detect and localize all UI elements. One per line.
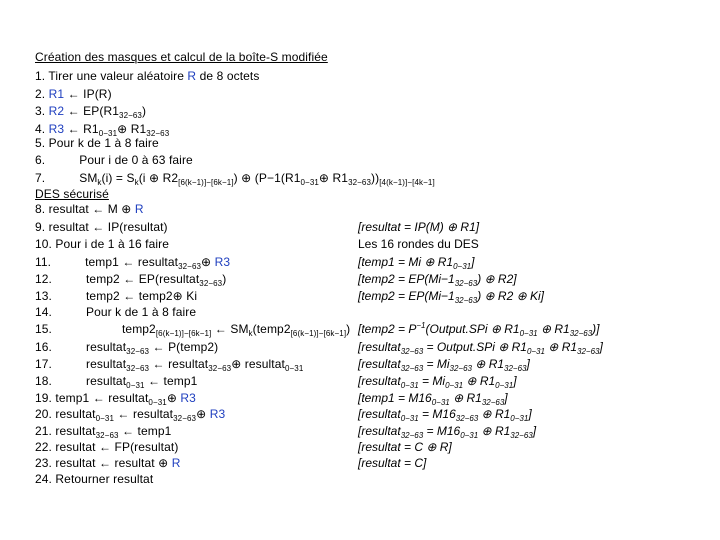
step-4: 4. R3 ← $R1_{0-31}\oplus$ $R1_{32-63}$ <box>35 122 170 138</box>
step-20: 20. resultat$_{0-31}$ ← resultat$_{32-63}$⊕ R3 <box>35 407 226 423</box>
step-23: 23. resultat ← resultat ⊕ R <box>35 456 181 470</box>
step-24: 24. Retourner resultat <box>35 472 154 486</box>
comment-13: [temp2 = $EP(Mi-1_{32-63})$ ⊕ R2 ⊕ Ki] <box>358 289 544 305</box>
step-21: 21. resultat$_{32-63}$ ← temp1 <box>35 424 172 440</box>
comment-23: [resultat = C] <box>358 456 427 470</box>
step-22: 22. resultat ← FP(resultat) <box>35 440 179 454</box>
comment-16: [resultat$_{32-63}$ = Output.SPi ⊕ $R1_{0-31}$ ⊕ $R1_{32-63}$] <box>358 340 603 356</box>
step-1: 1. Tirer une valeur aléatoire R de 8 octets <box>35 69 260 83</box>
step-7: 7. $SM_k(i) = S_k(i$ ⊕ $R2_{[6(k-1)]-[6k-1]}$) ⊕ ($P-1(R1_{0-31}\oplus$ $R1_{32-63}))_{[4(k-1)]-[4k-1]}$ <box>35 171 435 187</box>
step-19: 19. temp1 ← resultat$_{0-31}$⊕ R3 <box>35 391 196 407</box>
comment-21: [resultat$_{32-63}$ = $M16_{0-31}$ ⊕ $R1_{32-63}$] <box>358 424 537 440</box>
step-10: 10. Pour i de 1 à 16 faire <box>35 237 170 251</box>
step-16: 16. resultat$_{32-63}$ ← P(temp2) <box>35 340 219 356</box>
step-8: 8. resultat ← M ⊕ R <box>35 202 144 216</box>
comment-15: [temp2 = $P^{-1}(Output.SPi$ ⊕ $R1_{0-31}$ ⊕ $R1_{32-63}$)] <box>358 321 600 338</box>
comment-19: [temp1 = $M16_{0-31}$ ⊕ $R1_{32-63}$] <box>358 391 508 407</box>
comment-10: Les 16 rondes du DES <box>358 237 479 251</box>
step-6: 6. Pour i de 0 à 63 faire <box>35 153 193 167</box>
section2-title: DES sécurisé <box>35 187 109 201</box>
step-14: 14. Pour k de 1 à 8 faire <box>35 305 197 319</box>
comment-11: [temp1 = Mi ⊕ $R1_{0-31}$] <box>358 255 475 271</box>
step-9: 9. resultat ← IP(resultat) <box>35 220 168 234</box>
step-13: 13. temp2 ← temp2⊕ Ki <box>35 289 198 303</box>
section1-title: Création des masques et calcul de la boîte-S modifiée <box>35 50 328 64</box>
comment-18: [resultat$_{0-31}$ = $Mi_{0-31}$ ⊕ $R1_{0-31}$] <box>358 374 517 390</box>
comment-12: [temp2 = $EP(Mi-1_{32-63})$ ⊕ R2] <box>358 272 517 288</box>
comment-22: [resultat = C ⊕ R] <box>358 440 452 454</box>
step-17: 17. resultat$_{32-63}$ ← resultat$_{32-63}$⊕ resultat$_{0-31}$ <box>35 357 304 373</box>
step-15: 15. $temp2_{[6(k-1)]-[6k-1]}$ ← $SM_k(temp2_{[6(k-1)]-[6k-1]})$ <box>35 322 351 338</box>
step-3: 3. R2 ← $EP(R1_{32-63})$ <box>35 104 147 120</box>
step-5: 5. Pour k de 1 à 8 faire <box>35 136 159 150</box>
step-2: 2. R1 ← IP(R) <box>35 87 112 101</box>
step-12: 12. temp2 ← EP(resultat$_{32-63}$) <box>35 272 227 288</box>
step-11: 11. temp1 ← resultat$_{32-63}$⊕ R3 <box>35 255 231 271</box>
comment-9: [resultat = IP(M) ⊕ R1] <box>358 220 480 234</box>
comment-20: [resultat$_{0-31}$ = $M16_{32-63}$ ⊕ $R1_{0-31}$] <box>358 407 532 423</box>
step-18: 18. resultat$_{0-31}$ ← temp1 <box>35 374 198 390</box>
comment-17: [resultat$_{32-63}$ = $Mi_{32-63}$ ⊕ $R1_{32-63}$] <box>358 357 530 373</box>
